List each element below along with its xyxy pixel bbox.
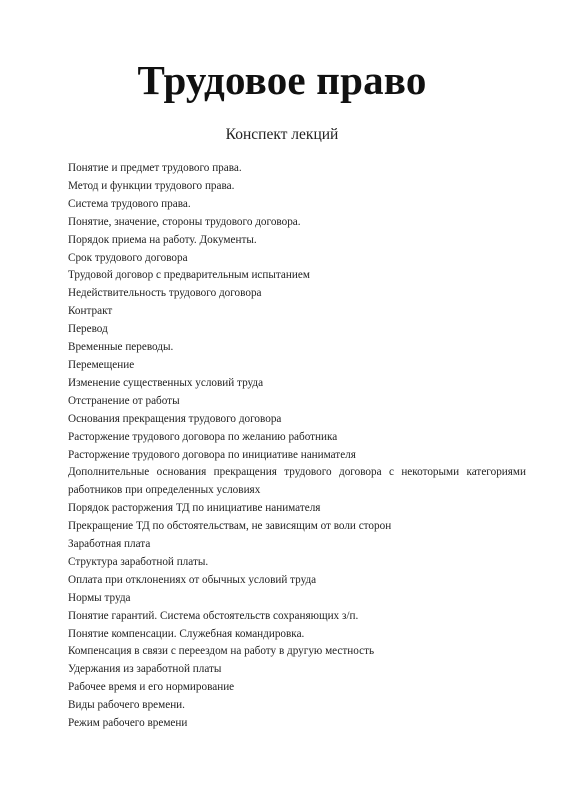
toc-item: Основания прекращения трудового договора xyxy=(68,412,282,425)
toc-item: Оплата при отклонениях от обычных условий труда xyxy=(68,573,317,586)
toc-item: Временные переводы. xyxy=(68,341,174,354)
toc-item: Метод и функции трудового права. xyxy=(68,179,235,192)
toc-item: Виды рабочего времени. xyxy=(68,699,185,712)
toc-item: Расторжение трудового договора по инициативе нанимателя xyxy=(68,448,356,461)
document-subtitle: Конспект лекций xyxy=(225,126,339,143)
document-title: Трудовое право xyxy=(137,57,427,103)
toc-item: Нормы труда xyxy=(68,591,131,604)
toc-item: Заработная плата xyxy=(68,538,151,551)
toc-item: Компенсация в связи с переездом на работу в другую местность xyxy=(68,645,375,658)
toc-item: Перемещение xyxy=(68,358,135,371)
toc-item: Рабочее время и его нормирование xyxy=(68,681,235,694)
toc-item: Недействительность трудового договора xyxy=(68,287,262,300)
toc-item: Понятие и предмет трудового права. xyxy=(68,162,242,174)
toc-item: Система трудового права. xyxy=(68,197,191,210)
toc-item: Изменение существенных условий труда xyxy=(68,376,264,389)
toc-item: Дополнительные основания прекращения трудового договора с некоторыми категориями работников при определенных условиях xyxy=(68,466,526,497)
toc-item: Перевод xyxy=(68,323,108,336)
toc-item: Расторжение трудового договора по желанию работника xyxy=(68,430,338,443)
toc-item: Структура заработной платы. xyxy=(68,555,209,568)
toc-item: Срок трудового договора xyxy=(68,251,188,264)
toc-item: Порядок расторжения ТД по инициативе нанимателя xyxy=(68,502,321,515)
toc-item: Контракт xyxy=(68,305,113,318)
toc-item: Понятие, значение, стороны трудового договора. xyxy=(68,215,301,228)
toc-item: Отстранение от работы xyxy=(68,394,180,407)
toc-item: Порядок приема на работу. Документы. xyxy=(68,233,257,246)
toc-item: Прекращение ТД по обстоятельствам, не зависящим от воли сторон xyxy=(68,520,392,533)
toc-item: Понятие компенсации. Служебная командировка. xyxy=(68,627,305,640)
toc-item: Трудовой договор с предварительным испытанием xyxy=(68,269,310,282)
table-of-contents xyxy=(68,160,528,733)
toc-item: Удержания из заработной платы xyxy=(68,663,222,676)
toc-item: Понятие гарантий. Система обстоятельств сохраняющих з/п. xyxy=(68,609,359,622)
toc-item: Режим рабочего времени xyxy=(68,717,188,730)
